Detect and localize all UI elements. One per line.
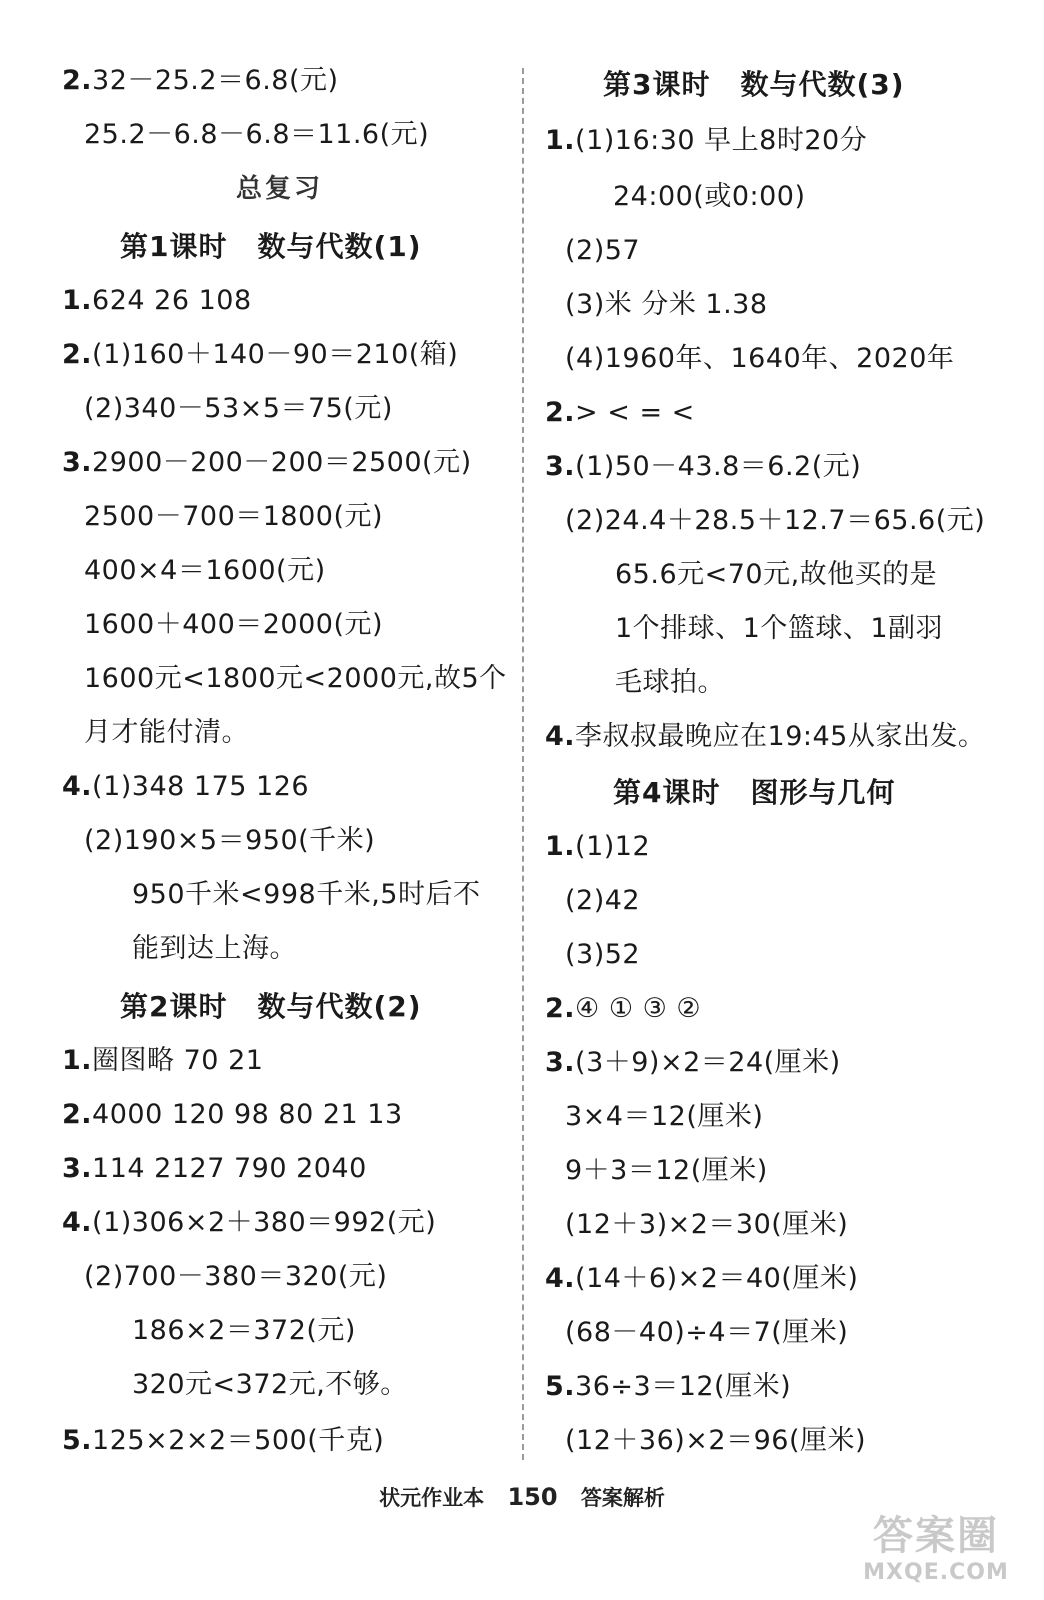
answer-line: 24:00(或0:00) <box>613 181 806 212</box>
answer-line: 400×4＝1600(元) <box>84 555 326 586</box>
answer-line: 4.李叔叔最晚应在19:45从家出发。 <box>545 721 986 752</box>
answer-line: (3)52 <box>565 939 641 970</box>
answer-line: 3.(1)50－43.8＝6.2(元) <box>545 451 862 482</box>
answer-line: (12＋3)×2＝30(厘米) <box>565 1209 849 1240</box>
answer-line: 月才能付清。 <box>84 717 249 748</box>
lesson-heading: 第2课时 数与代数(2) <box>120 990 422 1023</box>
watermark-logo <box>846 1512 1026 1592</box>
column-divider <box>522 68 524 1460</box>
lesson-heading: 第3课时 数与代数(3) <box>603 68 905 101</box>
answer-line: 1600＋400＝2000(元) <box>84 609 384 640</box>
answer-line: 2.> < = < <box>545 397 695 428</box>
book-name: 状元作业本 <box>379 1486 485 1510</box>
answer-line: 320元<372元,不够。 <box>132 1369 408 1400</box>
answer-line: 950千米<998千米,5时后不 <box>132 879 481 910</box>
answer-line: (68－40)÷4＝7(厘米) <box>565 1317 849 1348</box>
answer-line: 1.624 26 108 <box>62 285 252 316</box>
answer-line: 能到达上海。 <box>132 933 297 964</box>
answer-line: 3.(3＋9)×2＝24(厘米) <box>545 1047 841 1078</box>
answer-line: (2)24.4＋28.5＋12.7＝65.6(元) <box>565 505 986 536</box>
answer-line: 186×2＝372(元) <box>132 1315 356 1346</box>
answer-line: 1个排球、1个篮球、1副羽 <box>615 613 944 644</box>
answer-line: (2)700－380＝320(元) <box>84 1261 388 1292</box>
answer-line: (12＋36)×2＝96(厘米) <box>565 1425 867 1456</box>
answer-line: 3.2900－200－200＝2500(元) <box>62 447 472 478</box>
answer-line: 25.2－6.8－6.8＝11.6(元) <box>84 119 430 150</box>
page-footer <box>0 1482 1044 1512</box>
answer-line: 5.125×2×2＝500(千克) <box>62 1425 385 1456</box>
answer-line: 2.4000 120 98 80 21 13 <box>62 1099 403 1130</box>
answer-line: 2.32－25.2＝6.8(元) <box>62 65 339 96</box>
watermark-text: 答案圈 <box>873 1513 999 1559</box>
section-title: 总复习 <box>236 174 324 204</box>
answer-line: 65.6元<70元,故他买的是 <box>615 559 938 590</box>
answer-line: (2)42 <box>565 885 641 916</box>
answer-line: (4)1960年、1640年、2020年 <box>565 343 955 374</box>
answer-line: 毛球拍。 <box>615 667 725 698</box>
answer-line: 4.(1)306×2＋380＝992(元) <box>62 1207 437 1238</box>
answer-line: 2.(1)160＋140－90＝210(箱) <box>62 339 459 370</box>
answer-line: 9＋3＝12(厘米) <box>565 1155 768 1186</box>
answer-line: 1.(1)16:30 早上8时20分 <box>545 125 868 156</box>
lesson-heading: 第4课时 图形与几何 <box>613 776 896 809</box>
answer-line: 4.(1)348 175 126 <box>62 771 310 802</box>
answer-line: (2)190×5＝950(千米) <box>84 825 376 856</box>
page-number: 150 <box>507 1483 558 1511</box>
answer-line: 1600元<1800元<2000元,故5个 <box>84 663 507 694</box>
section-name: 答案解析 <box>580 1486 665 1510</box>
watermark-url: MXQE.COM <box>863 1560 1009 1585</box>
answer-line: 1.圈图略 70 21 <box>62 1045 264 1076</box>
answer-line: (2)340－53×5＝75(元) <box>84 393 393 424</box>
answer-line: 4.(14＋6)×2＝40(厘米) <box>545 1263 859 1294</box>
answer-line: 5.36÷3＝12(厘米) <box>545 1371 792 1402</box>
answer-line: 3.114 2127 790 2040 <box>62 1153 367 1184</box>
answer-line: 2.④ ① ③ ② <box>545 993 702 1024</box>
answer-line: (3)米 分米 1.38 <box>565 289 768 320</box>
answer-line: 1.(1)12 <box>545 831 651 862</box>
answer-line: 2500－700＝1800(元) <box>84 501 384 532</box>
answer-line: 3×4＝12(厘米) <box>565 1101 764 1132</box>
lesson-heading: 第1课时 数与代数(1) <box>120 230 422 263</box>
answer-line: (2)57 <box>565 235 641 266</box>
